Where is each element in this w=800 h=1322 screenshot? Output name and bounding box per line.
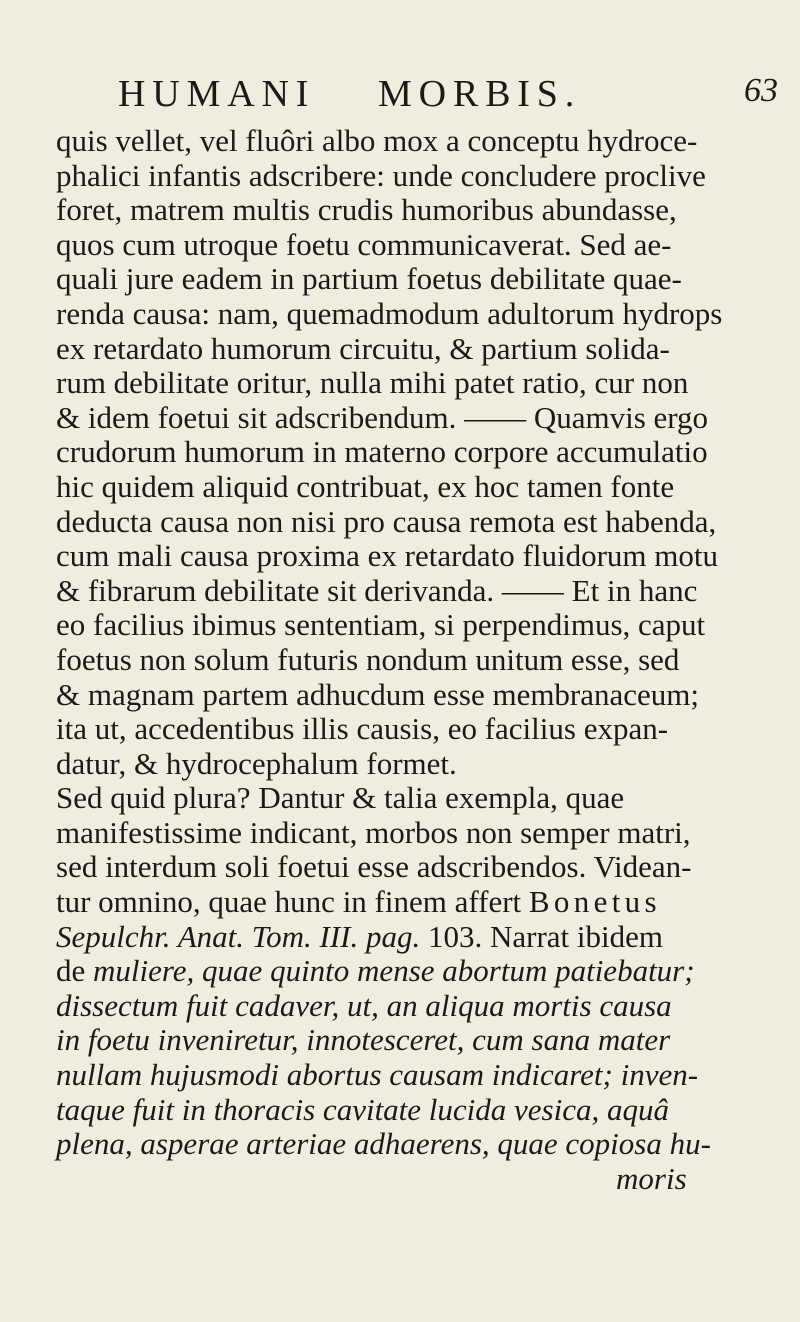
text-fragment: de [56,953,86,989]
text-line: hic quidem aliquid contribuat, ex hoc tamen fonte [56,468,675,504]
text-line: phalici infantis adscribere: unde concludere proclive [56,157,706,193]
text-line: & idem foetui sit adscribendum. —— Quamvis ergo [56,399,709,435]
text-line: Sed quid plura? Dantur & talia exempla, quae [56,780,625,816]
text-line: foetus non solum futuris nondum unitum esse, sed [56,641,680,677]
text-line: rum debilitate oritur, nulla mihi patet ratio, cur non [56,365,689,401]
text-line: crudorum humorum in materno corpore accumulatio [56,434,708,470]
narrat-text: Narrat ibidem [490,918,664,954]
text-line-with-author [56,885,746,920]
text-line: ex retardato humorum circuitu, & partium solida- [56,330,670,366]
text-line: quis vellet, vel fluôri albo mox a conceptu hydroce- [56,123,698,158]
header-title-right: MORBIS. [378,73,582,115]
header-title-left: HUMANI [118,73,316,115]
page-number: 63 [744,72,778,109]
text-line-quote: in foetu inveniretur, innotesceret, cum sana mater [56,1022,671,1058]
text-line: ita ut, accedentibus illis causis, eo facilius expan- [56,711,669,747]
text-line: cum mali causa proxima ex retardato fluidorum motu [56,538,718,574]
text-line: eo facilius ibimus sententiam, si perpendimus, caput [56,607,706,643]
text-fragment: tur omnino, quae hunc in finem affert [56,884,522,920]
work-reference: Sepulchr. Anat. Tom. III. pag. [56,918,421,954]
text-line: deducta causa non nisi pro causa remota est habenda, [56,503,717,539]
text-line-quote: taque fuit in thoracis cavitate lucida vesica, aquâ [56,1091,669,1127]
quote-fragment: muliere, quae quinto mense abortum patiebatur; [93,953,695,989]
text-line: & magnam partem adhucdum esse membranaceum; [56,676,700,712]
body-text [56,124,746,1196]
author-name: Bonetus [528,884,661,920]
text-line-quote: nullam hujusmodi abortus causam indicaret; inven- [56,1057,699,1093]
text-line: datur, & hydrocephalum formet. [56,745,457,781]
text-line-quote: dissectum fuit cadaver, ut, an aliqua mortis causa [56,987,672,1023]
text-line-quote: plena, asperae arteriae adhaerens, quae copiosa hu- [56,1126,711,1162]
text-line: quos cum utroque foetu communicaverat. Sed ae- [56,226,672,262]
text-line: & fibrarum debilitate sit derivanda. —— Et in hanc [56,572,698,608]
text-line-quote [56,954,746,989]
text-line-with-reference [56,920,746,955]
text-line: renda causa: nam, quemadmodum adultorum hydrops [56,295,723,331]
text-line: quali jure eadem in partium foetus debilitate quae- [56,261,682,297]
catchword: moris [616,1160,687,1196]
text-line: manifestissime indicant, morbos non semper matri, [56,814,691,850]
running-header [0,72,800,116]
page-reference: 103. [428,918,483,954]
text-line: sed interdum soli foetui esse adscribendos. Videan- [56,849,692,885]
text-line: foret, matrem multis crudis humoribus abundasse, [56,192,677,228]
